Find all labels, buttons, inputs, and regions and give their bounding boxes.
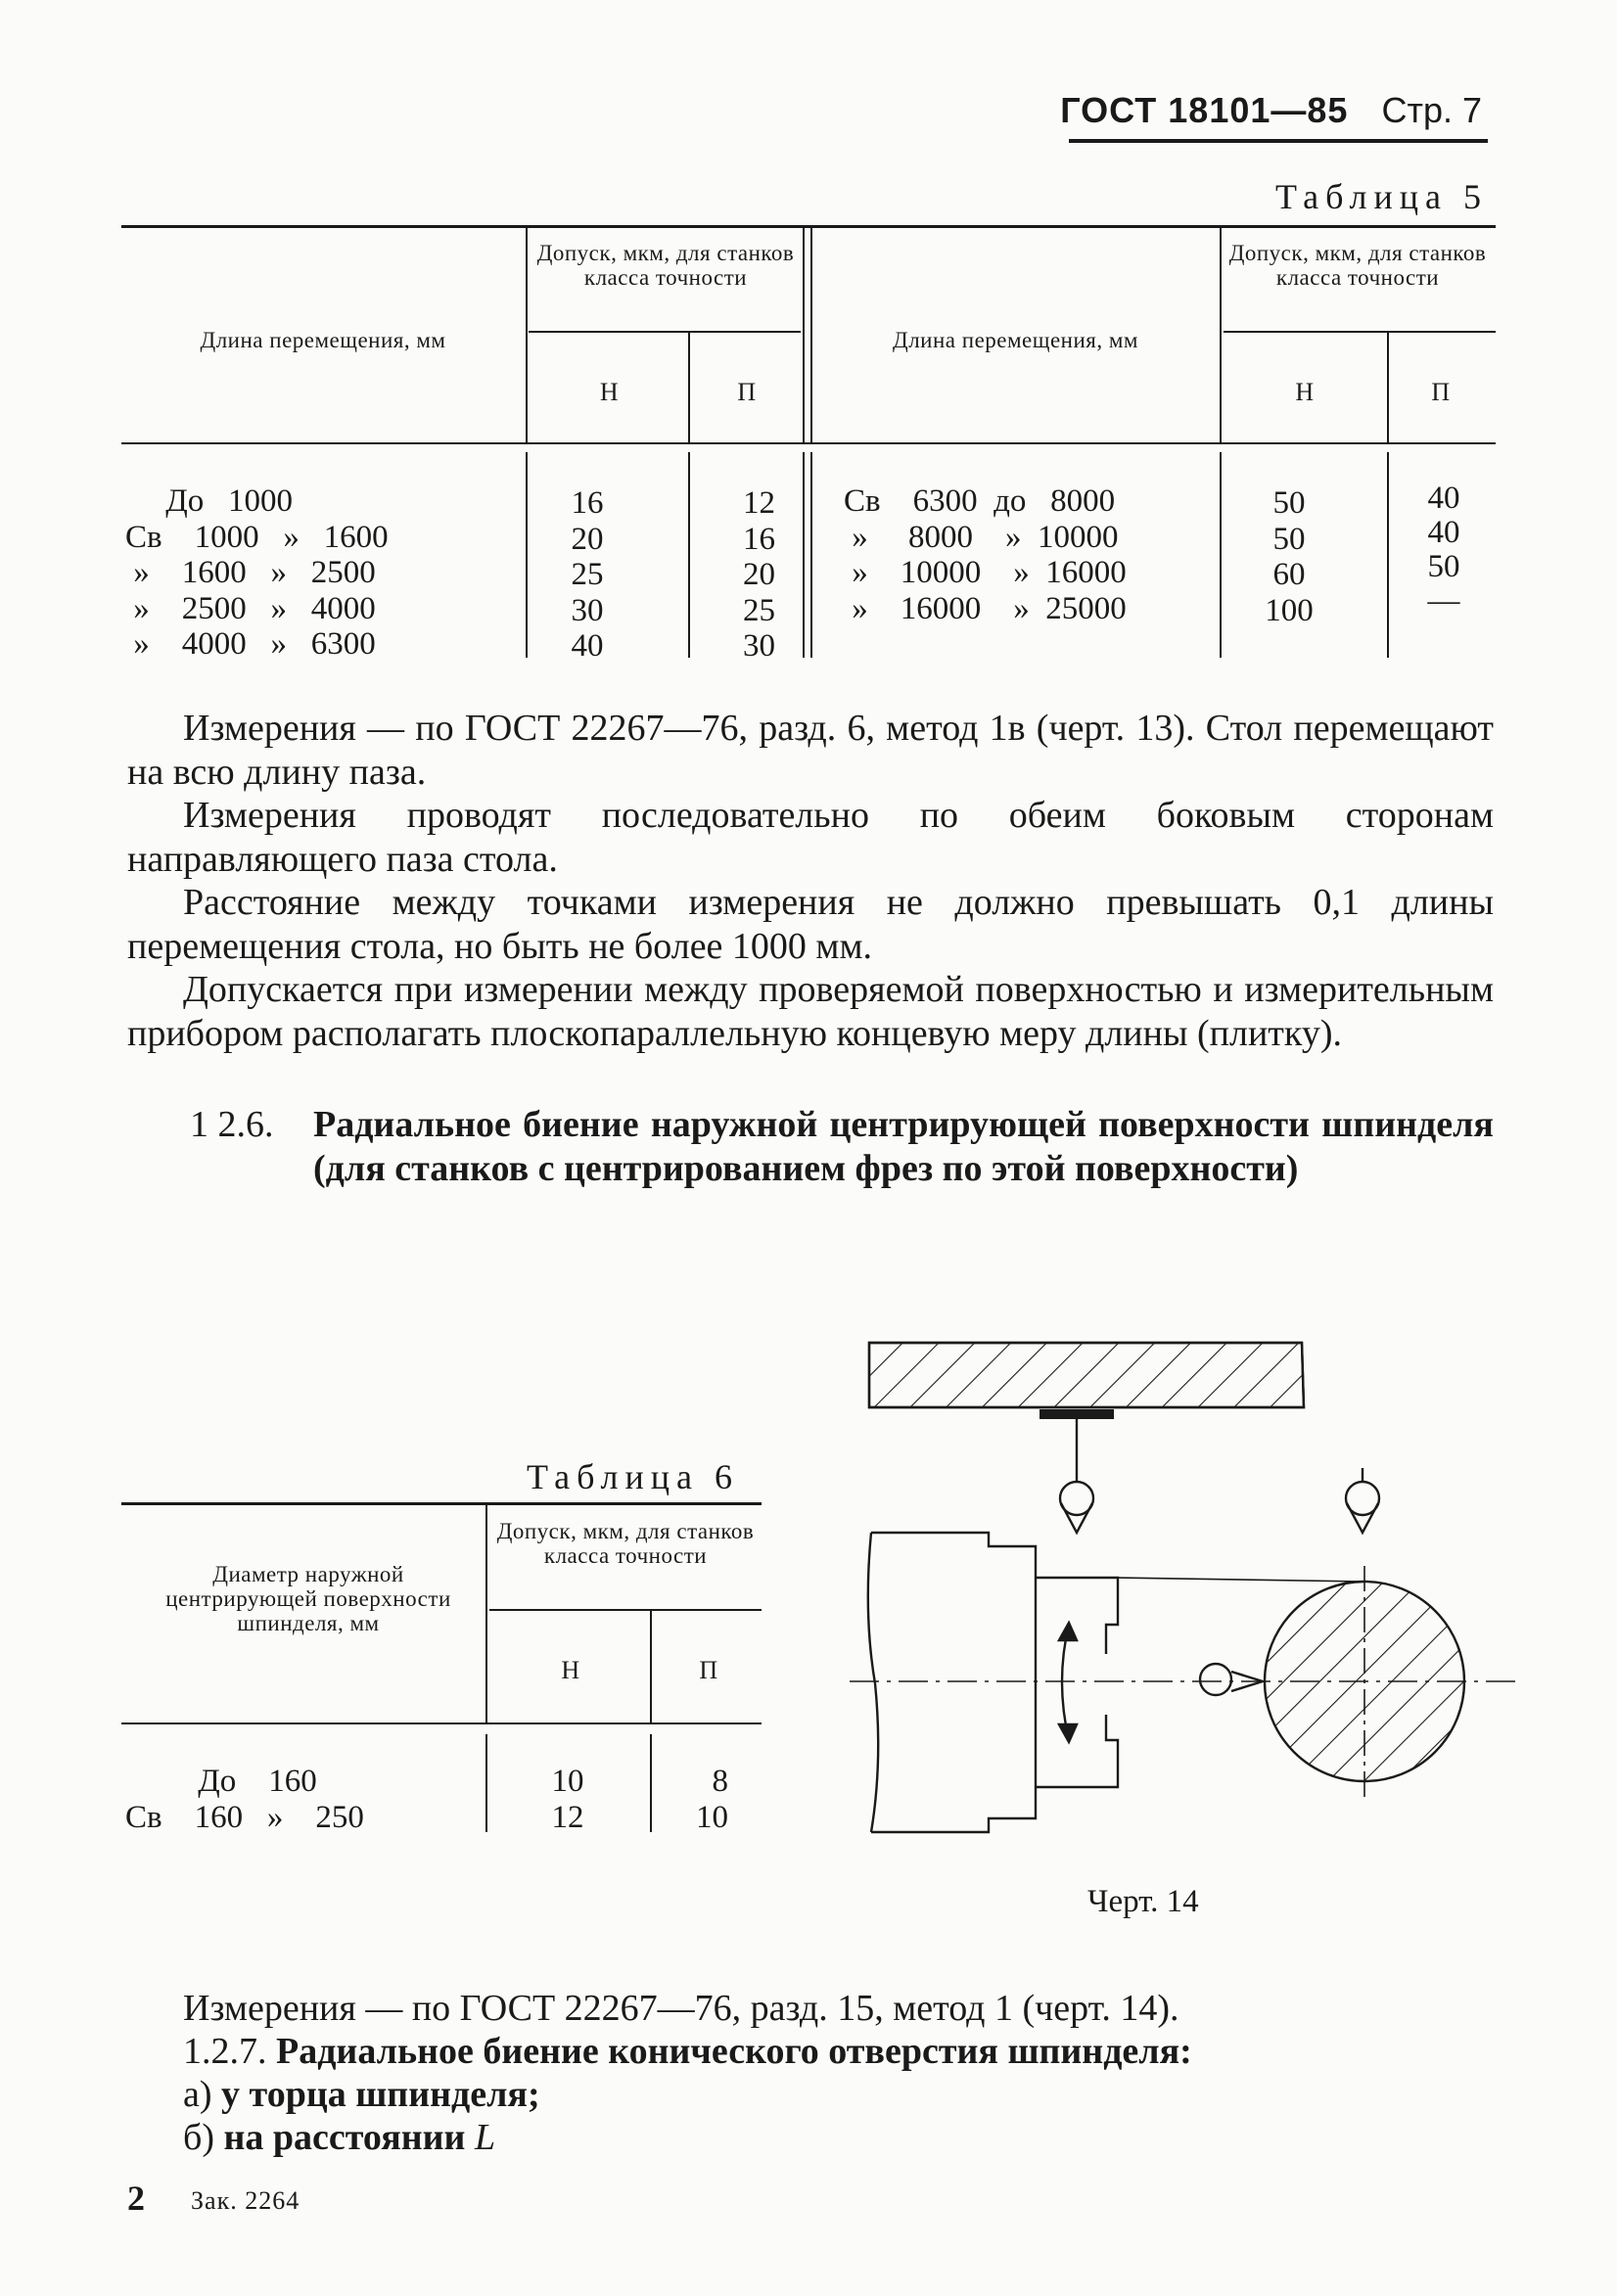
table5-p-right-cells: 40 40 50 — [1427, 481, 1460, 619]
section-title: Радиальное биение наружной центрирующей поверхности шпинделя (для станков с центрированием фрез по этой поверхности) [313, 1104, 1494, 1189]
figure-caption: Черт. 14 [1087, 1884, 1199, 1919]
table5-vline [803, 227, 805, 442]
sheet-number: 2 [127, 2179, 145, 2218]
paragraph: Измерения проводят последовательно по обеим боковым сторонам направляющего паза стола. [127, 795, 1494, 880]
table6-p-cells: 8 10 [696, 1764, 728, 1835]
table6-class-p: П [699, 1656, 718, 1684]
body-text-2 [127, 1987, 1498, 2159]
axis-indicator-icon [1200, 1664, 1263, 1695]
paragraph: Измерения — по ГОСТ 22267—76, разд. 15, метод 1 (черт. 14). [183, 1988, 1179, 2029]
table5-header-tolerance-right: Допуск, мкм, для станков класса точности [1228, 241, 1487, 290]
table5-header-length-right: Длина перемещения, мм [893, 328, 1138, 352]
table5-length-left-cells: До 1000 Св 1000 » 1600 » 1600 » 2500 » 2500 » 4000 » 4000 » 6300 [125, 483, 389, 662]
paragraph: Расстояние между точками измерения не должно превышать 0,1 длины перемещения стола, но быть не более 1000 мм. [127, 882, 1494, 967]
list-item [127, 2073, 1498, 2116]
table5-h-left-cells: 16 20 25 30 40 [571, 485, 604, 664]
running-header [1060, 90, 1482, 131]
table5-p-left-cells: 12 16 20 25 30 [743, 485, 775, 664]
fixed-base-hatched [869, 1343, 1304, 1407]
table5-header-length-left: Длина перемещения, мм [200, 328, 446, 352]
table6-header-diameter: Диаметр наружной центрирующей поверхности шпинделя, мм [165, 1562, 451, 1635]
table5-vline [526, 452, 528, 658]
table6-h-cells: 10 12 [551, 1764, 584, 1835]
body-text-1 [127, 707, 1494, 1055]
rotation-arrow-icon [1059, 1623, 1077, 1742]
figure-14-drawing [842, 1331, 1527, 1879]
table6-caption: Таблица 6 [527, 1457, 739, 1496]
paragraph: Допускается при измерении между проверяемой поверхностью и измерительным прибором располагать плоскопараллельную концевую меру длины (плитку). [127, 969, 1494, 1054]
order-number: Зак. 2264 [191, 2186, 300, 2215]
list-item-text: на расстоянии [223, 2117, 466, 2158]
table5-vline [1220, 452, 1222, 658]
table6-top-rule [121, 1502, 762, 1505]
table5-vline [688, 333, 690, 442]
section-title: Радиальное биение конического отверстия шпинделя: [276, 2031, 1192, 2072]
table6-header-tolerance: Допуск, мкм, для станков класса точности [496, 1519, 755, 1568]
table6-vline [485, 1734, 487, 1832]
table6-subheader-rule [489, 1609, 762, 1611]
spindle-cross-section [1253, 1566, 1488, 1801]
table6-vline [485, 1504, 487, 1722]
table5-h-right-cells: 50 50 60 100 [1265, 485, 1314, 628]
list-marker: б) [183, 2117, 214, 2158]
table5-vline [1387, 333, 1389, 442]
standard-number: ГОСТ 18101—85 [1060, 90, 1349, 130]
table5-vline [1220, 227, 1222, 442]
table6-vline [650, 1734, 652, 1832]
table6-length-cells: До 160 Св 160 » 250 [125, 1764, 364, 1835]
table5-vline [810, 452, 812, 658]
table5-vline [526, 227, 528, 442]
table5-header-tolerance-left: Допуск, мкм, для станков класса точности [536, 241, 795, 290]
table5-top-rule [121, 225, 1496, 228]
table5-caption: Таблица 5 [1275, 177, 1488, 216]
list-item-text: у торца шпинделя; [221, 2074, 540, 2115]
table5-length-right-cells: Св 6300 до 8000 » 8000 » 10000 » 10000 » 16000 » 16000 » 25000 [844, 483, 1127, 626]
table5-class-p-left: П [737, 378, 757, 406]
table5-vline [1387, 452, 1389, 658]
table5-vline [803, 452, 805, 658]
table5-class-p-right: П [1431, 378, 1451, 406]
section-number: 1 2.6. [190, 1104, 274, 1145]
table6-vline [650, 1611, 652, 1722]
table5-class-h-left: Н [599, 378, 620, 406]
table5-subheader-rule-right [1224, 331, 1496, 333]
variable-l: L [474, 2117, 496, 2158]
table5-subheader-rule-left [529, 331, 801, 333]
indicator-mount [1040, 1409, 1114, 1419]
table6-header-rule [121, 1722, 762, 1724]
table6-class-h: Н [561, 1656, 580, 1684]
indicator-tip-icon [1346, 1482, 1379, 1533]
header-rule [1069, 139, 1488, 143]
indicator-tip-icon [1060, 1482, 1093, 1533]
page-number: Стр. 7 [1381, 90, 1482, 130]
table5-header-rule [121, 442, 1496, 444]
table5-vline [810, 227, 812, 442]
section-127 [127, 2030, 1498, 2073]
table5-class-h-right: Н [1295, 378, 1315, 406]
list-marker: а) [183, 2074, 212, 2115]
section-number: 1.2.7. [183, 2031, 267, 2072]
list-item [127, 2116, 1498, 2159]
section-126-heading [127, 1103, 1494, 1190]
paragraph: Измерения — по ГОСТ 22267—76, разд. 6, метод 1в (черт. 13). Стол перемещают на всю длину паза. [127, 708, 1494, 793]
